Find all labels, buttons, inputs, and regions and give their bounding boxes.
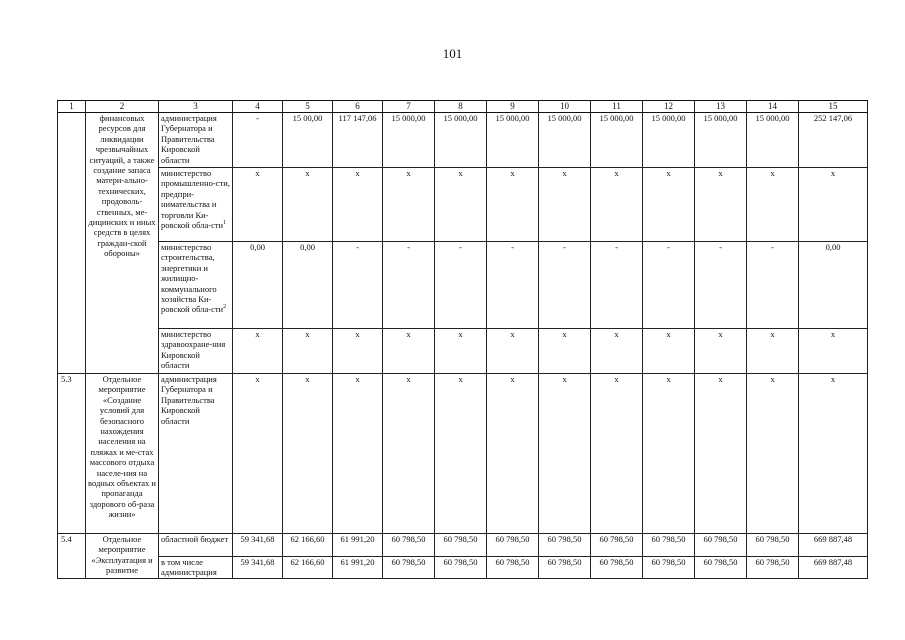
value-cell: x [383, 374, 435, 534]
executor-cell [159, 374, 233, 534]
header-cell: 2 [86, 101, 159, 113]
value-cell: - [643, 242, 695, 329]
value-cell: x [643, 374, 695, 534]
executor-cell [159, 557, 233, 579]
value-cell: 669 887,48 [799, 534, 868, 557]
page-number: 101 [442, 46, 463, 61]
value-cell: x [539, 329, 591, 374]
value-cell: x [283, 374, 333, 534]
value-cell: 60 798,50 [539, 557, 591, 579]
header-cell: 5 [283, 101, 333, 113]
header-cell: 15 [799, 101, 868, 113]
executor-cell [159, 329, 233, 374]
executor-text: администрация Губернатора и Правительства Кировской области [161, 374, 217, 426]
value-cell: x [487, 168, 539, 242]
value-cell: x [283, 168, 333, 242]
value-cell: x [747, 329, 799, 374]
value-cell: x [591, 374, 643, 534]
value-cell: 0,00 [799, 242, 868, 329]
value-cell: 117 147,06 [333, 113, 383, 168]
value-cell: x [233, 168, 283, 242]
executor-text: областной бюджет [161, 534, 229, 544]
value-cell: x [383, 329, 435, 374]
header-cell: 14 [747, 101, 799, 113]
value-cell: x [435, 374, 487, 534]
value-cell: 59 341,68 [233, 557, 283, 579]
header-cell: 4 [233, 101, 283, 113]
table-row [58, 534, 868, 557]
value-cell: 15 000,00 [695, 113, 747, 168]
value-cell: - [539, 242, 591, 329]
value-cell: 60 798,50 [591, 557, 643, 579]
value-cell: - [487, 242, 539, 329]
value-cell: - [333, 242, 383, 329]
executor-cell [159, 168, 233, 242]
value-cell: 15 00,00 [283, 113, 333, 168]
table-body [58, 101, 868, 579]
value-cell: x [539, 168, 591, 242]
value-cell: x [487, 329, 539, 374]
executor-cell [159, 534, 233, 557]
row-number-cell [58, 113, 86, 374]
value-cell: x [591, 168, 643, 242]
value-cell: 60 798,50 [487, 557, 539, 579]
value-cell: x [799, 329, 868, 374]
value-cell: x [695, 168, 747, 242]
value-cell: x [283, 329, 333, 374]
table-row [58, 242, 868, 329]
value-cell: - [695, 242, 747, 329]
value-cell: 15 000,00 [591, 113, 643, 168]
value-cell: - [591, 242, 643, 329]
value-cell: 59 341,68 [233, 534, 283, 557]
value-cell: x [333, 329, 383, 374]
value-cell: 669 887,48 [799, 557, 868, 579]
value-cell: 60 798,50 [383, 534, 435, 557]
value-cell: x [695, 329, 747, 374]
value-cell: x [333, 168, 383, 242]
value-cell: - [435, 242, 487, 329]
value-cell: x [383, 168, 435, 242]
executor-text: в том числе администрация [161, 557, 217, 578]
footnote-mark: 2 [223, 304, 227, 311]
value-cell: 15 000,00 [383, 113, 435, 168]
executor-cell [159, 242, 233, 329]
table-row [58, 168, 868, 242]
value-cell: 60 798,50 [487, 534, 539, 557]
value-cell: x [233, 374, 283, 534]
header-cell: 9 [487, 101, 539, 113]
executor-text: министерство строительства, энергетики и жилищно-коммунального хозяйства Ки-ровской обла-сти [161, 242, 224, 315]
value-cell: - [747, 242, 799, 329]
executor-text: администрация Губернатора и Правительства Кировской области [161, 113, 217, 165]
budget-table [57, 100, 868, 579]
value-cell: 60 798,50 [383, 557, 435, 579]
value-cell: x [435, 329, 487, 374]
measure-name-cell: Отдельное мероприятие «Создание условий для безопасного нахождения населения на пляжах и ме-стах массового отдыха населе-ния на водных объектах и пропаганда здорового об-раза жизни» [86, 374, 159, 534]
value-cell: 15 000,00 [747, 113, 799, 168]
value-cell: 60 798,50 [591, 534, 643, 557]
footnote-mark: 1 [223, 220, 227, 227]
value-cell: x [539, 374, 591, 534]
header-cell: 1 [58, 101, 86, 113]
column-number-header [58, 101, 868, 113]
executor-text: министерство промышленно-сти, предпри-нимательства и торговли Ки-ровской обла-сти [161, 168, 230, 231]
value-cell: - [233, 113, 283, 168]
executor-cell [159, 113, 233, 168]
value-cell: 15 000,00 [643, 113, 695, 168]
table-row [58, 374, 868, 534]
value-cell: 0,00 [283, 242, 333, 329]
value-cell: 61 991,20 [333, 534, 383, 557]
value-cell: x [233, 329, 283, 374]
value-cell: x [799, 374, 868, 534]
value-cell: 60 798,50 [695, 534, 747, 557]
table-row [58, 557, 868, 579]
header-cell: 11 [591, 101, 643, 113]
measure-name-cell: финансовых ресурсов для ликвидации чрезвычайных ситуаций, а также создание запаса матери-ально-технических, продоволь-ственных, ме-дицинских и иных средств в целях граждан-ской обороны» [86, 113, 159, 374]
value-cell: 61 991,20 [333, 557, 383, 579]
value-cell: x [487, 374, 539, 534]
value-cell: 62 166,60 [283, 534, 333, 557]
value-cell: 62 166,60 [283, 557, 333, 579]
header-cell: 10 [539, 101, 591, 113]
header-cell: 7 [383, 101, 435, 113]
value-cell: 15 000,00 [435, 113, 487, 168]
executor-text: министерство здравоохране-ния Кировской области [161, 329, 226, 371]
value-cell: 60 798,50 [747, 557, 799, 579]
value-cell: x [591, 329, 643, 374]
value-cell: x [435, 168, 487, 242]
value-cell: 252 147,06 [799, 113, 868, 168]
value-cell: 60 798,50 [747, 534, 799, 557]
header-cell: 8 [435, 101, 487, 113]
value-cell: 60 798,50 [695, 557, 747, 579]
value-cell: 0,00 [233, 242, 283, 329]
table-row [58, 329, 868, 374]
table-row [58, 113, 868, 168]
header-cell: 12 [643, 101, 695, 113]
header-cell: 13 [695, 101, 747, 113]
value-cell: x [695, 374, 747, 534]
value-cell: 60 798,50 [435, 534, 487, 557]
value-cell: x [643, 329, 695, 374]
value-cell: 15 000,00 [539, 113, 591, 168]
value-cell: x [747, 168, 799, 242]
value-cell: 60 798,50 [539, 534, 591, 557]
value-cell: 60 798,50 [643, 534, 695, 557]
header-cell: 3 [159, 101, 233, 113]
header-cell: 6 [333, 101, 383, 113]
row-number-cell: 5.3 [58, 374, 86, 534]
value-cell: 15 000,00 [487, 113, 539, 168]
value-cell: x [333, 374, 383, 534]
row-number-cell: 5.4 [58, 534, 86, 579]
value-cell: 60 798,50 [435, 557, 487, 579]
measure-name-cell: Отдельное мероприятие «Эксплуатация и развитие [86, 534, 159, 579]
value-cell: x [799, 168, 868, 242]
value-cell: - [383, 242, 435, 329]
value-cell: 60 798,50 [643, 557, 695, 579]
value-cell: x [643, 168, 695, 242]
value-cell: x [747, 374, 799, 534]
